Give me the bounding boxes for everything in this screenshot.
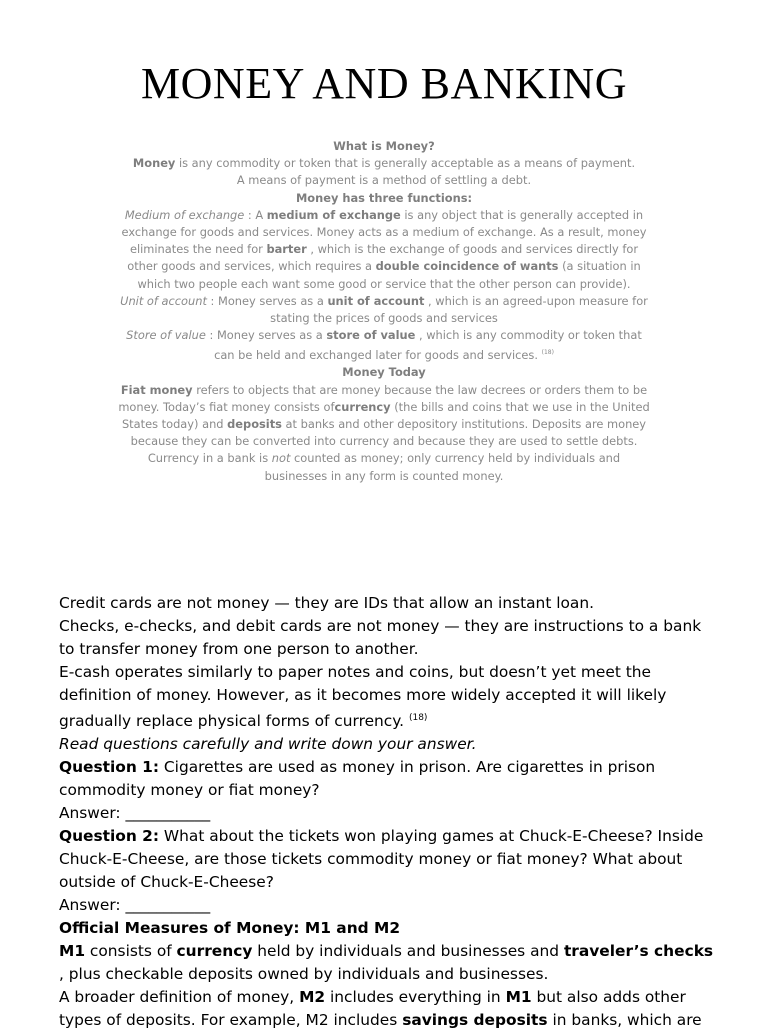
money-definition: Money is any commodity or token that is generally acceptable as a means of payment. xyxy=(132,156,636,171)
checks-line: Checks, e-checks, and debit cards are not money — they are instructions to a bank to transfer money from one person to another. xyxy=(59,617,702,658)
question-1: Question 1: Cigarettes are used as money in prison. Are cigarettes in prison commodity money or fiat money? xyxy=(59,758,656,800)
currency-in-bank-paragraph: Currency in a bank is not counted as money; only currency held by individuals and businesses in any form is counted money. xyxy=(147,451,621,483)
heading-three-functions: Money has three functions: xyxy=(295,190,473,205)
reference-marker: (18) xyxy=(541,349,554,357)
answer-2: Answer: ___________ xyxy=(59,896,211,915)
heading-m1-m2: Official Measures of Money: M1 and M2 xyxy=(59,919,401,938)
answer-1: Answer: ___________ xyxy=(59,804,211,823)
heading-money-today: Money Today xyxy=(342,365,426,380)
instructions: Read questions carefully and write down your answer. xyxy=(59,735,477,754)
main-section xyxy=(59,592,714,1032)
reference-marker: (18) xyxy=(408,713,428,723)
m2-paragraph: A broader definition of money, M2 includes everything in M1 but also adds other types of deposits. For example, M2 includes savings deposits in banks, which are xyxy=(59,988,702,1030)
means-of-payment: A means of payment is a method of settling a debt. xyxy=(236,173,532,188)
unit-of-account-paragraph: Unit of account : Money serves as a unit of account , which is an agreed-upon measure for stating the prices of goods and services xyxy=(120,293,648,326)
m1-paragraph: M1 consists of currency held by individuals and businesses and traveler’s checks , plus checkable deposits owned by individuals and businesses. xyxy=(59,942,714,984)
e-cash-paragraph: E-cash operates similarly to paper notes and coins, but doesn’t yet meet the definition of money. However, as it becomes more widely accepted it will likely gradually replace physical forms of currency. $^{(18)}$ xyxy=(59,663,667,731)
page-title: MONEY AND BANKING xyxy=(141,59,627,108)
fiat-money-paragraph: Fiat money refers to objects that are money because the law decrees or orders them to be money. Today’s fiat money consists ofcurrency (the bills and coins that we use in the United States today) and deposits at banks and other depository institutions. Deposits are money because they can be converted into currency and because they are used to settle debts. xyxy=(118,382,650,449)
intro-section xyxy=(116,138,652,485)
credit-cards-line: Credit cards are not money — they are IDs that allow an instant loan. xyxy=(59,594,595,612)
heading-what-is-money: What is Money? xyxy=(333,139,435,153)
question-2: Question 2: What about the tickets won playing games at Chuck-E-Cheese? Inside Chuck-E-Cheese, are those tickets commodity money or fiat money? What about outside of Chuck-E-Cheese? xyxy=(59,827,704,892)
store-of-value-paragraph: Store of value : Money serves as a store of value , which is any commodity or token that can be held and exchanged later for goods and services. $^{(18)}$ xyxy=(126,328,642,363)
medium-of-exchange-paragraph: Medium of exchange : A medium of exchange is any object that is generally accepted in exchange for goods and services. Money acts as a medium of exchange. As a result, money eliminates the need for barter , which is the exchange of goods and services directly for other goods and services, which requires a double coincidence of wants (a situation in which two people each want some good or service that the other person can provide). xyxy=(121,207,647,291)
